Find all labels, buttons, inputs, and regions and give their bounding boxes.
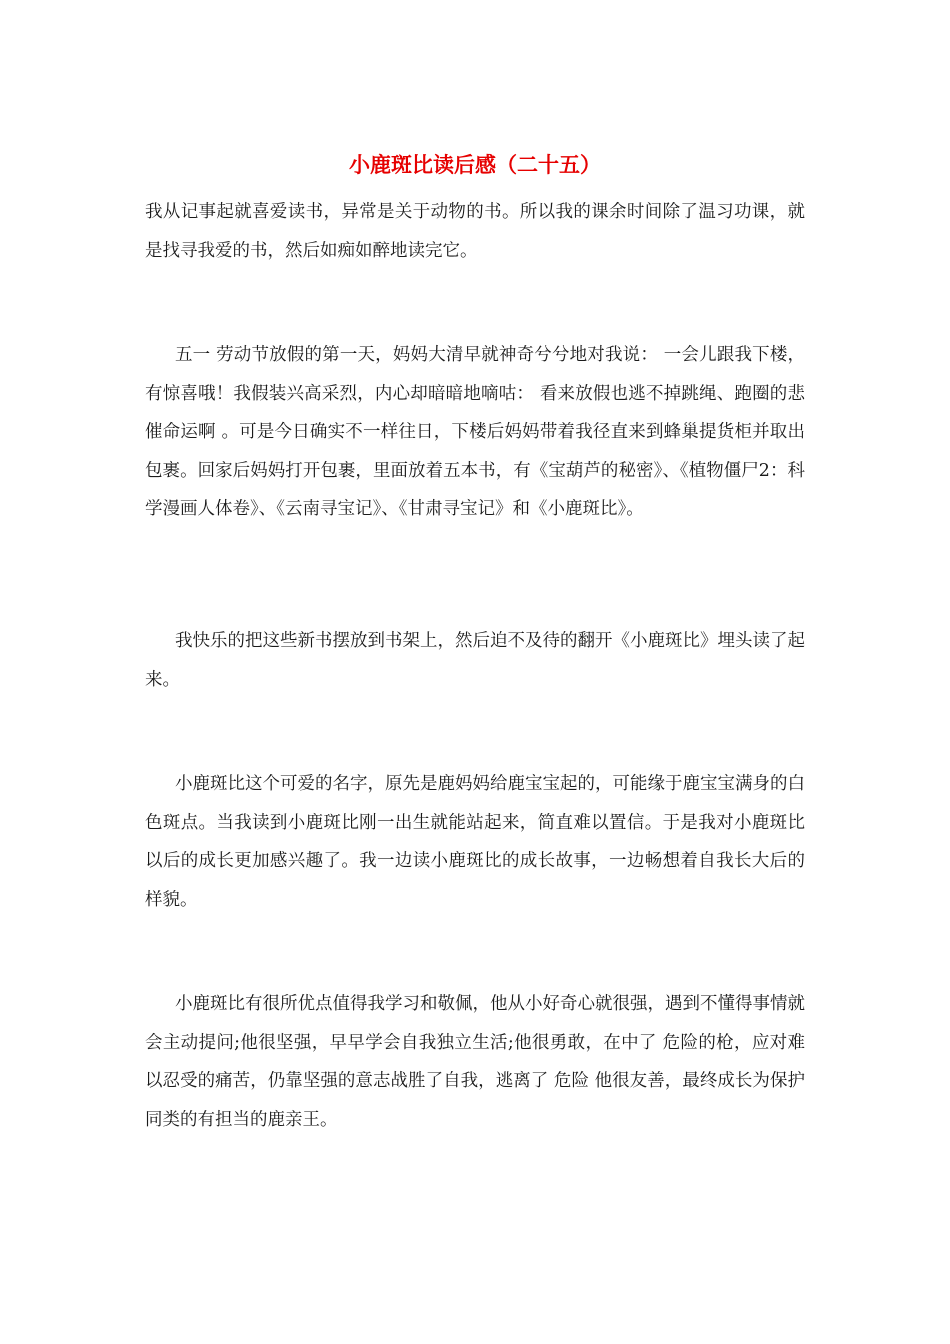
paragraph-2: 五一 劳动节放假的第一天，妈妈大清早就神奇兮兮地对我说： 一会儿跟我下楼，有惊喜哦！我假装兴高采烈，内心却暗暗地嘀咕： 看来放假也逃不掉跳绳、跑圈的悲催命运啊 。可是今日确实不一样往日，下楼后妈妈带着我径直来到蜂巢提货柜并取出包裹。回家后妈妈打开包裹，里面放着五本书，有《宝葫芦的秘密》、《植物僵尸2：科学漫画人体卷》、《云南寻宝记》、《甘肃寻宝记》和《小鹿斑比》。 bbox=[145, 345, 805, 519]
paragraph-4: 小鹿斑比这个可爱的名字，原先是鹿妈妈给鹿宝宝起的，可能缘于鹿宝宝满身的白色斑点。当我读到小鹿斑比刚一出生就能站起来，简直难以置信。于是我对小鹿斑比以后的成长更加感兴趣了。我一边读小鹿斑比的成长故事，一边畅想着自我长大后的样貌。 bbox=[145, 774, 805, 910]
paragraph-3: 我快乐的把这些新书摆放到书架上，然后迫不及待的翻开《小鹿斑比》埋头读了起来。 bbox=[145, 631, 805, 690]
paragraph-1: 我从记事起就喜爱读书，异常是关于动物的书。所以我的课余时间除了温习功课，就是找寻我爱的书，然后如痴如醉地读完它。 bbox=[145, 202, 805, 261]
document-title: 小鹿斑比读后感（二十五） bbox=[349, 152, 601, 177]
paragraph-5: 小鹿斑比有很所优点值得我学习和敬佩，他从小好奇心就很强，遇到不懂得事情就会主动提问;他很坚强，早早学会自我独立生活;他很勇敢，在中了 危险的枪，应对难以忍受的痛苦，仍靠坚强的意志战胜了自我，逃离了 危险 他很友善，最终成长为保护同类的有担当的鹿亲王。 bbox=[145, 994, 805, 1130]
